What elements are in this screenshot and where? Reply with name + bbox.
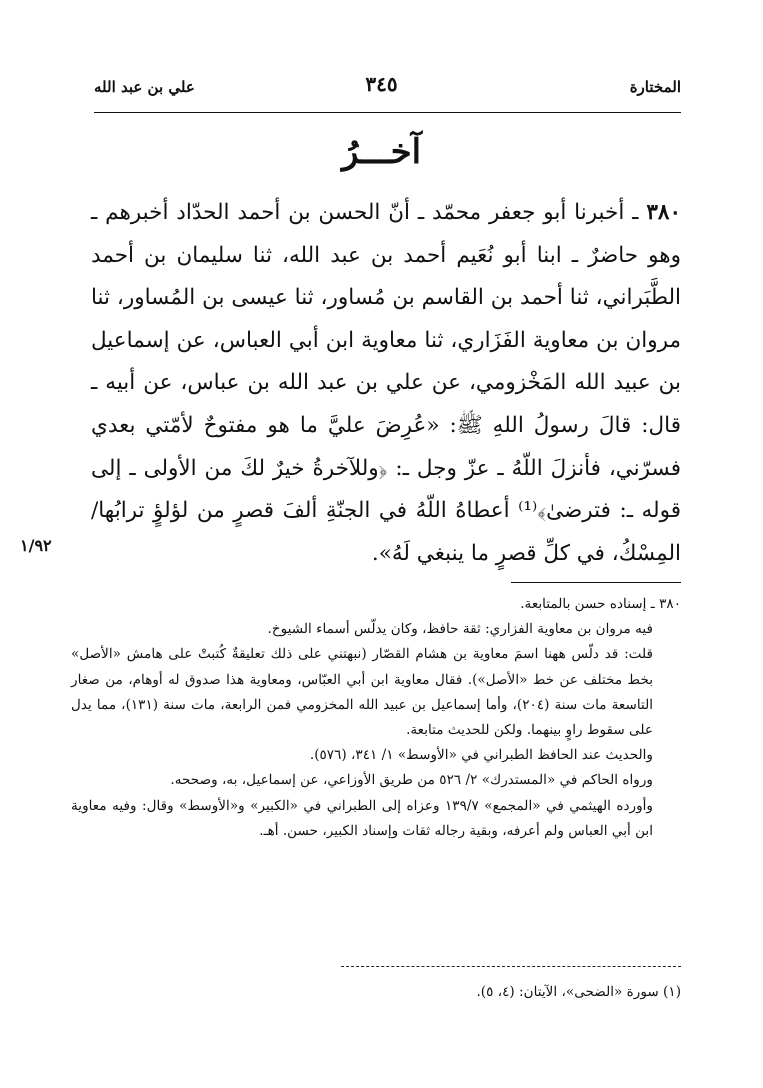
running-header-section: علي بن عبد الله	[94, 78, 195, 96]
note-paragraph: ورواه الحاكم في «المستدرك» ٢/ ٥٢٦ من طريق الأوزاعي، عن إسماعيل، به، وصححه.	[170, 772, 653, 789]
commentary-notes	[71, 592, 681, 844]
note-paragraph: ٣٨٠ ـ إسناده حسن بالمتابعة.	[520, 596, 681, 612]
manuscript-folio-marker: ١/٩٢	[20, 536, 52, 555]
footnote-divider	[341, 966, 681, 967]
section-title: آخـــرُ	[341, 132, 422, 172]
footnote: (١) سورة «الضحى»، الآيتان: (٤، ٥).	[476, 984, 681, 1000]
notes-divider	[511, 582, 681, 583]
note-paragraph: قلت: قد دلّس ههنا اسمَ معاوية بن هشام القصّار (نبهتني على ذلك تعليقةٌ كُتبتْ على هامش «الأصل» بخط مختلف عن خط «الأصل»). فقال معاوية ابن أبي العبّاس، ومعاوية هذا صدوق له أوهام، من صغار التاسعة مات سنة (٢٠٤)، وأما إسماعيل بن عبيد الله المخزومي فمن الرابعة، مات سنة (١٣١)، مما يدل على سقوط راوٍ بينهما. ولكن للحديث متابعة.	[71, 646, 653, 739]
note-paragraph: وأورده الهيثمي في «المجمع» ١٣٩/٧ وعزاه إلى الطبراني في «الكبير» و«الأوسط» وقال: وفيه معاوية ابن أبي العباس ولم أعرفه، وبقية رجاله ثقات وإسناد الكبير، حسن. أهـ.	[71, 797, 653, 839]
page-number: ٣٤٥	[365, 72, 398, 96]
hadith-body	[91, 192, 681, 575]
hadith-text: ـ أخبرنا أبو جعفر محمّد ـ أنّ الحسن بن أحمد الحدّاد أخبرهم ـ وهو حاضرٌ ـ ابنا أبو نُعَيم أحمد بن عبد الله، ثنا سليمان بن أحمد الطَّبَراني، ثنا أحمد بن القاسم بن مُساور، ثنا عيسى بن المُساور، ثنا مروان بن معاوية الفَزَاري، ثنا معاوية ابن أبي العباس، عن إسماعيل بن عبيد الله المَخْزومي، عن علي بن عبد الله بن عباس، عن أبيه ـ قال: قالَ رسولُ اللهِ ﷺ: «عُرِضَ عليَّ ما هو مفتوحٌ لأمّتي بعدي فسرّني، فأنزلَ اللّهُ ـ عزّ وجل ـ: ﴿وللآخرةُ خيرٌ لكَ من الأولى ـ إلى قوله ـ: فترضىٰ﴾⁽¹⁾ أعطاهُ اللّهُ في الجنّةِ ألفَ قصرٍ من لؤلؤٍ ترابُها/ المِسْكُ، في كلِّ قصرٍ ما ينبغي لَهُ».	[91, 200, 681, 566]
note-paragraph: فيه مروان بن معاوية الفزاري: ثقة حافظ، وكان يدلّس أسماء الشيوخ.	[267, 621, 653, 638]
hadith-number: ٣٨٠	[646, 200, 682, 225]
running-header-book-title: المختارة	[629, 78, 681, 96]
header-divider	[94, 112, 681, 113]
note-paragraph: والحديث عند الحافظ الطبراني في «الأوسط» ١/ ٣٤١، (٥٧٦).	[309, 747, 653, 764]
